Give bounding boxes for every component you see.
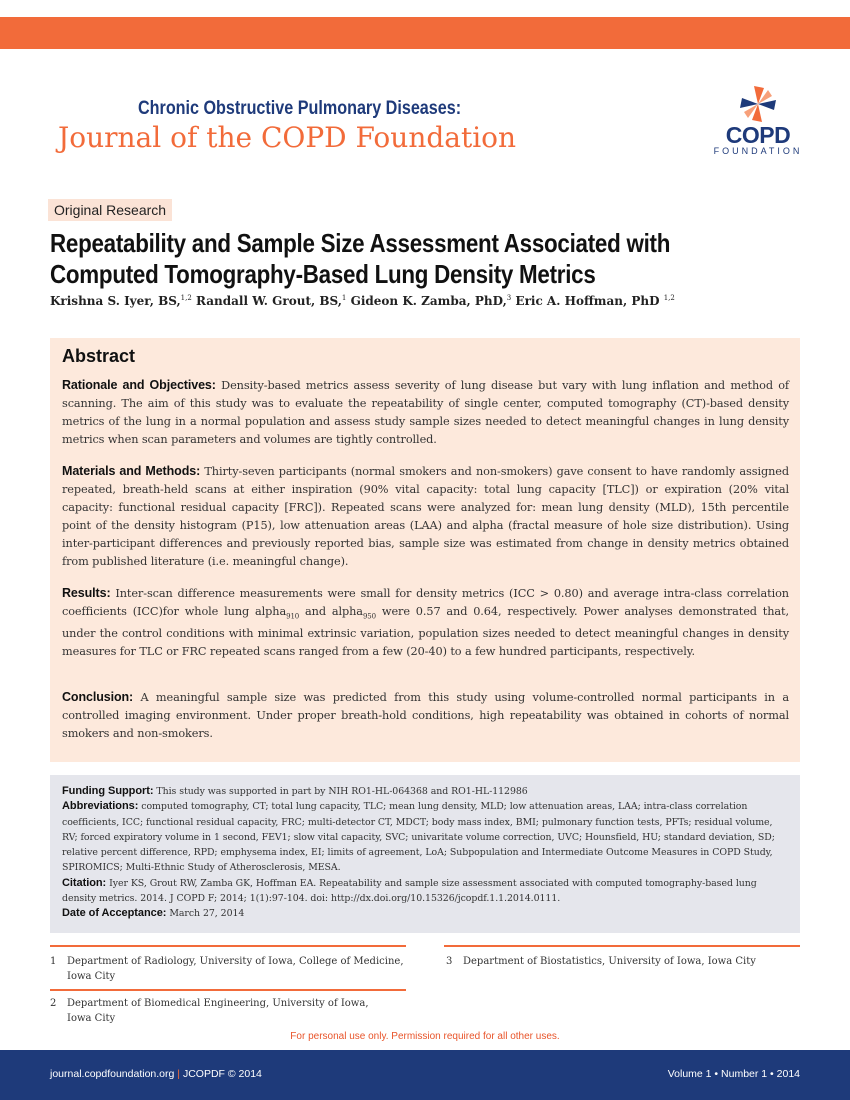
article-title: Repeatability and Sample Size Assessment Associated with Computed Tomography-Based Lung Density Metrics bbox=[50, 228, 671, 289]
conclusion-label: Conclusion: bbox=[62, 690, 134, 704]
rationale-text: Density-based metrics assess severity of lung disease but vary with lung inflation and method of scanning. The aim of this study was to evaluate the repeatability of single center, computed tomography (CT)-based density metrics of the lung in a normal population and assess study sample sizes needed to detect meaningful changes in lung density metrics when scan parameters and volumes are tightly controlled. bbox=[62, 379, 789, 446]
author-name: Randall W. Grout, BS, bbox=[195, 294, 342, 308]
footnote bbox=[446, 954, 802, 972]
results-label: Results: bbox=[62, 586, 111, 600]
bottom-banner bbox=[0, 1050, 850, 1100]
section-badge: Original Research bbox=[48, 199, 172, 221]
citation-label: Citation: bbox=[62, 876, 107, 889]
author-name: Krishna S. Iyer, BS, bbox=[50, 294, 181, 308]
abstract-heading: Abstract bbox=[62, 346, 136, 366]
author-name: Gideon K. Zamba, PhD, bbox=[350, 294, 507, 308]
footnote-divider bbox=[50, 989, 406, 991]
abstract-box bbox=[50, 338, 800, 762]
volume-info: Volume 1 • Number 1 • 2014 bbox=[667, 1068, 800, 1080]
footnote-text: Department of Biomedical Engineering, University of Iowa, Iowa City bbox=[67, 998, 369, 1024]
logo-wordmark: COPD bbox=[725, 122, 791, 148]
methods-text: Thirty-seven participants (normal smokers and non-smokers) gave consent to have randomly assigned repeated, breath-held scans at either inspiration (90% vital capacity: total lung capacity [TLC]) or expiration (20% vital capacity: functional residual capacity [FRC]). Repeated scans were analyzed for: mean lung density (MLD), 15th percentile point of the density histogram (P15), low attenuation areas (LAA) and alpha (fractal measure of hole size distribution). Using inter-participant differences and previously reported bias, sample size was estimated from change in density metrics obtained from published literature (i.e. meaningful change). bbox=[62, 465, 789, 568]
footnote-text: Department of Biostatistics, University of Iowa, Iowa City bbox=[463, 956, 756, 967]
journal-site-link[interactable]: journal.copdfoundation.org bbox=[50, 1068, 175, 1080]
abbreviations-text: computed tomography, CT; total lung capacity, TLC; mean lung density, MLD; low attenuation areas, LAA; intra-class correlation coefficients, ICC; functional residual capacity, FRC; multi-detector CT, MDCT; body mass index, BMI; pulmonary function tests, PFTs; residual volume, RV; forced expiratory volume in 1 second, FEV1; slow vital capacity, SVC; univaritate volume correction, UVC; Hounsfield, HU; standard deviation, SD; relative percent difference, RPD; emphysema index, EI; limits of agreement, LoA; Subpopulation and Intermediate Outcome Measures in COPD Study, SPIROMICS; Multi-Ethnic Study of Atherosclerosis, MESA. bbox=[62, 801, 775, 874]
abstract-conclusion bbox=[62, 688, 789, 743]
author-list bbox=[50, 294, 810, 308]
personal-use-notice: For personal use only. Permission required for all other uses. bbox=[290, 1031, 560, 1042]
funding-text: This study was supported in part by NIH RO1-HL-064368 and RO1-HL-112986 bbox=[153, 786, 528, 797]
journal-abbrev: JCOPDF © 2014 bbox=[182, 1068, 262, 1080]
author-affiliation: 1,2 bbox=[663, 294, 675, 302]
acceptance-date-label: Date of Acceptance: bbox=[62, 907, 167, 920]
methods-label: Materials and Methods: bbox=[62, 464, 201, 478]
footer-separator: | bbox=[177, 1068, 181, 1080]
footnote-divider bbox=[444, 945, 800, 947]
footer-left bbox=[50, 1068, 262, 1080]
author-affiliation: 1,2 bbox=[180, 294, 192, 302]
footnote-number: 1 bbox=[50, 956, 57, 967]
citation-text: Iyer KS, Grout RW, Zamba GK, Hoffman EA. Repeatability and sample size assessment associated with computed tomography-based lung density metrics. 2014. J COPD F; 2014; 1(1):97-104. doi: http://dx.doi.org/10.15326/jcopdf.1.1.2014.0111. bbox=[62, 877, 757, 905]
article-info-box bbox=[50, 775, 800, 933]
footnote bbox=[50, 954, 406, 986]
results-text: were 0.57 and 0.64, respectively. Power analyses demonstrated that, under the control conditions with minimal extrinsic variation, population sizes needed to detect meaningful changes in density measures for TLC or FRC repeated scans ranged from a few (20-40) to a few hundred participants, respectively. bbox=[62, 605, 789, 659]
conclusion-text: A meaningful sample size was predicted from this study using volume-controlled normal participants in a controlled imaging environment. Under proper breath-hold conditions, high repeatability was obtained in cohorts of normal smokers and non-smokers. bbox=[62, 691, 789, 740]
journal-subtitle: Chronic Obstructive Pulmonary Diseases: bbox=[138, 98, 462, 119]
author-affiliation: 3 bbox=[506, 294, 512, 302]
abstract-methods bbox=[62, 462, 789, 571]
abstract-results bbox=[62, 584, 789, 661]
author-name: Eric A. Hoffman, PhD bbox=[515, 294, 660, 308]
top-banner bbox=[0, 17, 850, 49]
author-affiliation: 1 bbox=[341, 294, 347, 302]
footnote-number: 2 bbox=[50, 998, 57, 1009]
page-number: 97 bbox=[14, 0, 30, 16]
funding-support bbox=[62, 784, 790, 799]
citation bbox=[62, 876, 790, 907]
footnote-text: Department of Radiology, University of Iowa, College of Medicine, Iowa City bbox=[67, 956, 404, 982]
results-subscript: 950 bbox=[362, 612, 376, 621]
article-info bbox=[62, 784, 790, 922]
abstract-rationale bbox=[62, 376, 789, 449]
footnote-number: 3 bbox=[446, 956, 453, 967]
results-subscript: 910 bbox=[286, 612, 300, 621]
journal-title: Journal of the COPD Foundation bbox=[58, 121, 517, 154]
acceptance-date-text: March 27, 2014 bbox=[166, 908, 245, 920]
pinwheel-icon bbox=[712, 84, 804, 124]
acceptance-date bbox=[62, 906, 790, 921]
copd-foundation-logo bbox=[712, 84, 804, 158]
abbreviations bbox=[62, 799, 790, 875]
logo-foundation-text: FOUNDATION bbox=[713, 146, 803, 156]
funding-label: Funding Support: bbox=[62, 785, 154, 797]
results-text: and alpha bbox=[299, 605, 363, 618]
footnote-divider bbox=[50, 945, 406, 947]
abbreviations-label: Abbreviations: bbox=[62, 800, 139, 813]
results-text: Inter-scan difference measurements were small for density metrics (ICC > 0.80) and average intra-class correlation coefficients (ICC)for whole lung alpha bbox=[62, 587, 789, 618]
footnote bbox=[50, 996, 406, 1028]
rationale-label: Rationale and Objectives: bbox=[62, 378, 216, 392]
